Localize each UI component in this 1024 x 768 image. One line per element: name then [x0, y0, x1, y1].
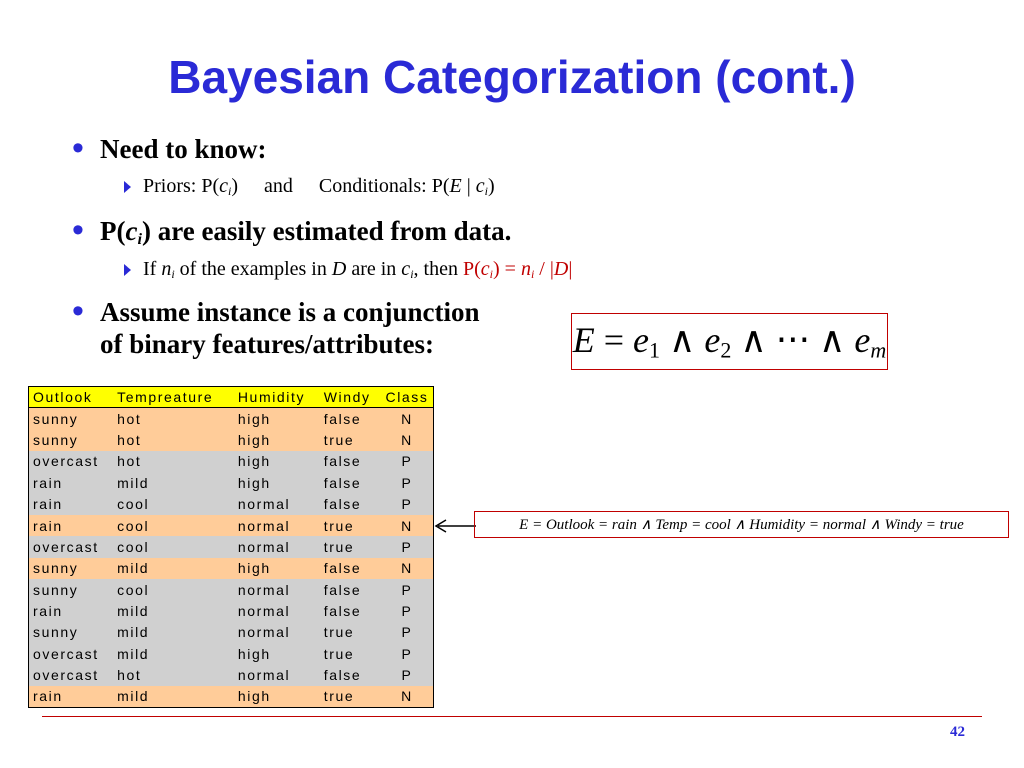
triangle-bullet-icon — [124, 181, 131, 193]
cell-temperature: cool — [113, 536, 234, 557]
cell-windy: true — [320, 515, 381, 536]
cell-outlook: rain — [29, 600, 114, 621]
cell-outlook: overcast — [29, 643, 114, 664]
cell-humidity: normal — [234, 579, 320, 600]
table-row — [29, 622, 434, 643]
cell-outlook: overcast — [29, 536, 114, 557]
bullet-priors-estimated — [72, 211, 512, 255]
table-row — [29, 493, 434, 514]
cell-windy: true — [320, 686, 381, 707]
cell-temperature: hot — [113, 408, 234, 429]
bullet-text: $P(c_i)$ are easily estimated from data. — [100, 216, 512, 249]
table-header-row — [29, 387, 434, 408]
table-row — [29, 665, 434, 686]
sub-bullet-text: If $n_i$ of the examples in D are in $c_i$, then $P(c_i) = n_i / |D|$ — [143, 258, 573, 281]
sub-bullet-text: Priors: $P(c_i)$ and Conditionals: P(E | $c_i$) — [143, 175, 495, 198]
cell-class: P — [381, 665, 433, 686]
cell-class: P — [381, 493, 433, 514]
cell-windy: false — [320, 600, 381, 621]
cell-temperature: hot — [113, 665, 234, 686]
cell-windy: false — [320, 408, 381, 429]
bullet-need-to-know — [72, 129, 267, 167]
bullet-dot-icon: • — [72, 211, 84, 249]
cell-class: P — [381, 579, 433, 600]
cell-outlook: rain — [29, 515, 114, 536]
cell-windy: true — [320, 536, 381, 557]
cell-temperature: cool — [113, 515, 234, 536]
cell-outlook: rain — [29, 472, 114, 493]
weather-data-table — [28, 386, 434, 708]
cell-temperature: mild — [113, 643, 234, 664]
cell-outlook: sunny — [29, 579, 114, 600]
cell-outlook: rain — [29, 493, 114, 514]
table-row — [29, 579, 434, 600]
cell-humidity: high — [234, 558, 320, 579]
page-number: 42 — [950, 724, 965, 740]
example-instance-equation: E = Outlook = rain ∧ Temp = cool ∧ Humidity = normal ∧ Windy = true — [474, 511, 1009, 538]
cell-class: P — [381, 536, 433, 557]
cell-windy: true — [320, 622, 381, 643]
cell-humidity: normal — [234, 493, 320, 514]
cell-humidity: high — [234, 408, 320, 429]
cell-temperature: hot — [113, 451, 234, 472]
cell-outlook: rain — [29, 686, 114, 707]
cell-class: P — [381, 643, 433, 664]
cell-class: N — [381, 686, 433, 707]
table-row — [29, 558, 434, 579]
cell-outlook: sunny — [29, 558, 114, 579]
cell-windy: true — [320, 643, 381, 664]
slide-title: Bayesian Categorization (cont.) — [168, 51, 856, 103]
cell-windy: false — [320, 451, 381, 472]
cell-windy: false — [320, 579, 381, 600]
cell-humidity: high — [234, 451, 320, 472]
cell-humidity: normal — [234, 622, 320, 643]
sub-bullet-estimate — [124, 258, 572, 282]
column-header-outlook: Outlook — [29, 387, 114, 408]
cell-windy: false — [320, 493, 381, 514]
cell-windy: true — [320, 429, 381, 450]
cell-humidity: normal — [234, 515, 320, 536]
cell-class: P — [381, 451, 433, 472]
cell-temperature: mild — [113, 622, 234, 643]
bullet-text: Assume instance is a conjunction of binary features/attributes: — [100, 297, 480, 359]
cell-humidity: normal — [234, 536, 320, 557]
cell-temperature: mild — [113, 472, 234, 493]
cell-class: P — [381, 622, 433, 643]
cell-outlook: sunny — [29, 429, 114, 450]
cell-class: N — [381, 429, 433, 450]
sub-bullet-priors — [124, 175, 495, 199]
table-row — [29, 451, 434, 472]
cell-outlook: overcast — [29, 665, 114, 686]
cell-humidity: normal — [234, 600, 320, 621]
table-row — [29, 408, 434, 429]
cell-temperature: hot — [113, 429, 234, 450]
cell-humidity: high — [234, 643, 320, 664]
cell-outlook: overcast — [29, 451, 114, 472]
table-row — [29, 600, 434, 621]
cell-class: N — [381, 408, 433, 429]
bullet-dot-icon: • — [72, 129, 84, 167]
table-row — [29, 643, 434, 664]
cell-windy: false — [320, 472, 381, 493]
cell-humidity: high — [234, 429, 320, 450]
triangle-bullet-icon — [124, 264, 131, 276]
cell-outlook: sunny — [29, 622, 114, 643]
table-row — [29, 536, 434, 557]
cell-humidity: normal — [234, 665, 320, 686]
column-header-humidity: Humidity — [234, 387, 320, 408]
bullet-text: Need to know: — [100, 134, 267, 164]
table-row — [29, 429, 434, 450]
cell-temperature: cool — [113, 493, 234, 514]
cell-outlook: sunny — [29, 408, 114, 429]
cell-temperature: mild — [113, 600, 234, 621]
column-header-temperature: Tempreature — [113, 387, 234, 408]
cell-class: N — [381, 558, 433, 579]
conjunction-equation: $E = e_1$ ∧ $e_2$ ∧ ⋅⋅⋅ ∧ $e_m$ — [571, 313, 888, 370]
cell-humidity: high — [234, 686, 320, 707]
cell-class: P — [381, 600, 433, 621]
table-row — [29, 515, 434, 536]
bullet-dot-icon: • — [72, 292, 84, 330]
cell-class: N — [381, 515, 433, 536]
cell-class: P — [381, 472, 433, 493]
footer-divider — [42, 716, 982, 717]
cell-temperature: mild — [113, 558, 234, 579]
cell-humidity: high — [234, 472, 320, 493]
cell-windy: false — [320, 558, 381, 579]
prior-formula: $P(c_i) = n_i / |D|$ — [462, 258, 573, 281]
cell-temperature: mild — [113, 686, 234, 707]
left-arrow-icon — [434, 516, 478, 538]
column-header-windy: Windy — [320, 387, 381, 408]
cell-temperature: cool — [113, 579, 234, 600]
column-header-class: Class — [381, 387, 433, 408]
cell-windy: false — [320, 665, 381, 686]
bullet-assume-instance — [72, 292, 480, 360]
table-row — [29, 472, 434, 493]
table-row — [29, 686, 434, 707]
